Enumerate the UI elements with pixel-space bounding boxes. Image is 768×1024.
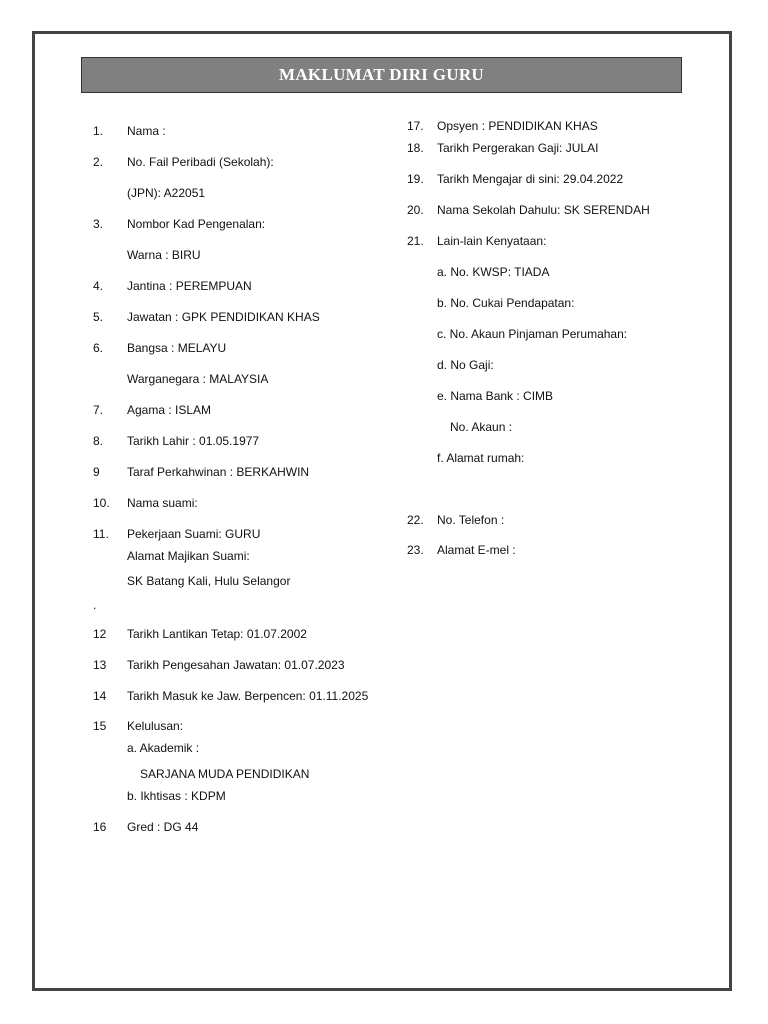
left-item-text: Taraf Perkahwinan : BERKAHWIN [127, 465, 310, 479]
left-item-text: a. Akademik : [127, 741, 200, 755]
left-item-number: 11. [93, 527, 109, 541]
right-item-number: 17. [407, 119, 424, 133]
left-item-number: 12 [93, 627, 107, 641]
left-item-text: Tarikh Lantikan Tetap: 01.07.2002 [127, 627, 307, 641]
right-item-text: Opsyen : PENDIDIKAN KHAS [437, 119, 598, 133]
right-item-number: 22. [407, 513, 424, 527]
left-item-text: Nombor Kad Pengenalan: [127, 217, 266, 231]
right-item-text: No. Akaun : [450, 420, 513, 434]
page-border [32, 31, 732, 991]
title-bar [81, 57, 682, 93]
left-item-text: Jawatan : GPK PENDIDIKAN KHAS [127, 310, 320, 324]
left-item-text: Tarikh Lahir : 01.05.1977 [127, 434, 260, 448]
right-item-text: a. No. KWSP: TIADA [437, 265, 550, 279]
right-item-text: Alamat E-mel : [437, 543, 516, 557]
left-item-number: 4. [93, 279, 104, 293]
left-item-number: 5. [93, 310, 104, 324]
right-item-text: No. Telefon : [437, 513, 505, 527]
left-item-number: 15 [93, 719, 107, 733]
right-item-number: 21. [407, 234, 424, 248]
left-item-text: Agama : ISLAM [127, 403, 212, 417]
page-title: MAKLUMAT DIRI GURU [279, 65, 484, 84]
left-item-text: Jantina : PEREMPUAN [127, 279, 252, 293]
left-item-text: Warganegara : MALAYSIA [127, 372, 269, 386]
left-item-number: 1. [93, 124, 104, 138]
left-item-number: . [93, 598, 97, 612]
right-item-text: f. Alamat rumah: [437, 451, 525, 465]
right-item-text: Tarikh Pergerakan Gaji: JULAI [437, 141, 599, 155]
right-item-text: Nama Sekolah Dahulu: SK SERENDAH [437, 203, 650, 217]
left-item-text: (JPN): A22051 [127, 186, 206, 200]
left-item-number: 7. [93, 403, 104, 417]
left-item-number: 13 [93, 658, 107, 672]
left-item-text: SK Batang Kali, Hulu Selangor [127, 574, 291, 588]
right-item-number: 18. [407, 141, 424, 155]
right-item-number: 23. [407, 543, 424, 557]
right-item-text: c. No. Akaun Pinjaman Perumahan: [437, 327, 628, 341]
left-item-number: 3. [93, 217, 104, 231]
left-item-number: 6. [93, 341, 104, 355]
left-item-number: 2. [93, 155, 104, 169]
right-item-number: 19. [407, 172, 424, 186]
left-item-number: 8. [93, 434, 104, 448]
left-item-text: Nama suami: [127, 496, 198, 510]
left-item-text: Gred : DG 44 [127, 820, 199, 834]
right-item-number: 20. [407, 203, 424, 217]
left-item-text: Bangsa : MELAYU [127, 341, 227, 355]
left-item-text: Nama : [127, 124, 166, 138]
left-item-text: Pekerjaan Suami: GURU [127, 527, 261, 541]
left-item-number: 9 [93, 465, 100, 479]
right-item-text: d. No Gaji: [437, 358, 494, 372]
left-item-text: Warna : BIRU [127, 248, 201, 262]
left-item-number: 16 [93, 820, 107, 834]
left-item-text: Kelulusan: [127, 719, 184, 733]
right-item-text: e. Nama Bank : CIMB [437, 389, 554, 403]
left-item-text: Tarikh Masuk ke Jaw. Berpencen: 01.11.2025 [127, 689, 369, 703]
left-item-number: 14 [93, 689, 107, 703]
left-item-text: b. Ikhtisas : KDPM [127, 789, 226, 803]
left-item-text: No. Fail Peribadi (Sekolah): [127, 155, 274, 169]
left-item-text: Tarikh Pengesahan Jawatan: 01.07.2023 [127, 658, 345, 672]
right-item-text: Lain-lain Kenyataan: [437, 234, 547, 248]
left-item-text: SARJANA MUDA PENDIDIKAN [140, 767, 310, 781]
left-item-number: 10. [93, 496, 110, 510]
right-item-text: b. No. Cukai Pendapatan: [437, 296, 575, 310]
left-item-text: Alamat Majikan Suami: [127, 549, 250, 563]
right-item-text: Tarikh Mengajar di sini: 29.04.2022 [437, 172, 624, 186]
